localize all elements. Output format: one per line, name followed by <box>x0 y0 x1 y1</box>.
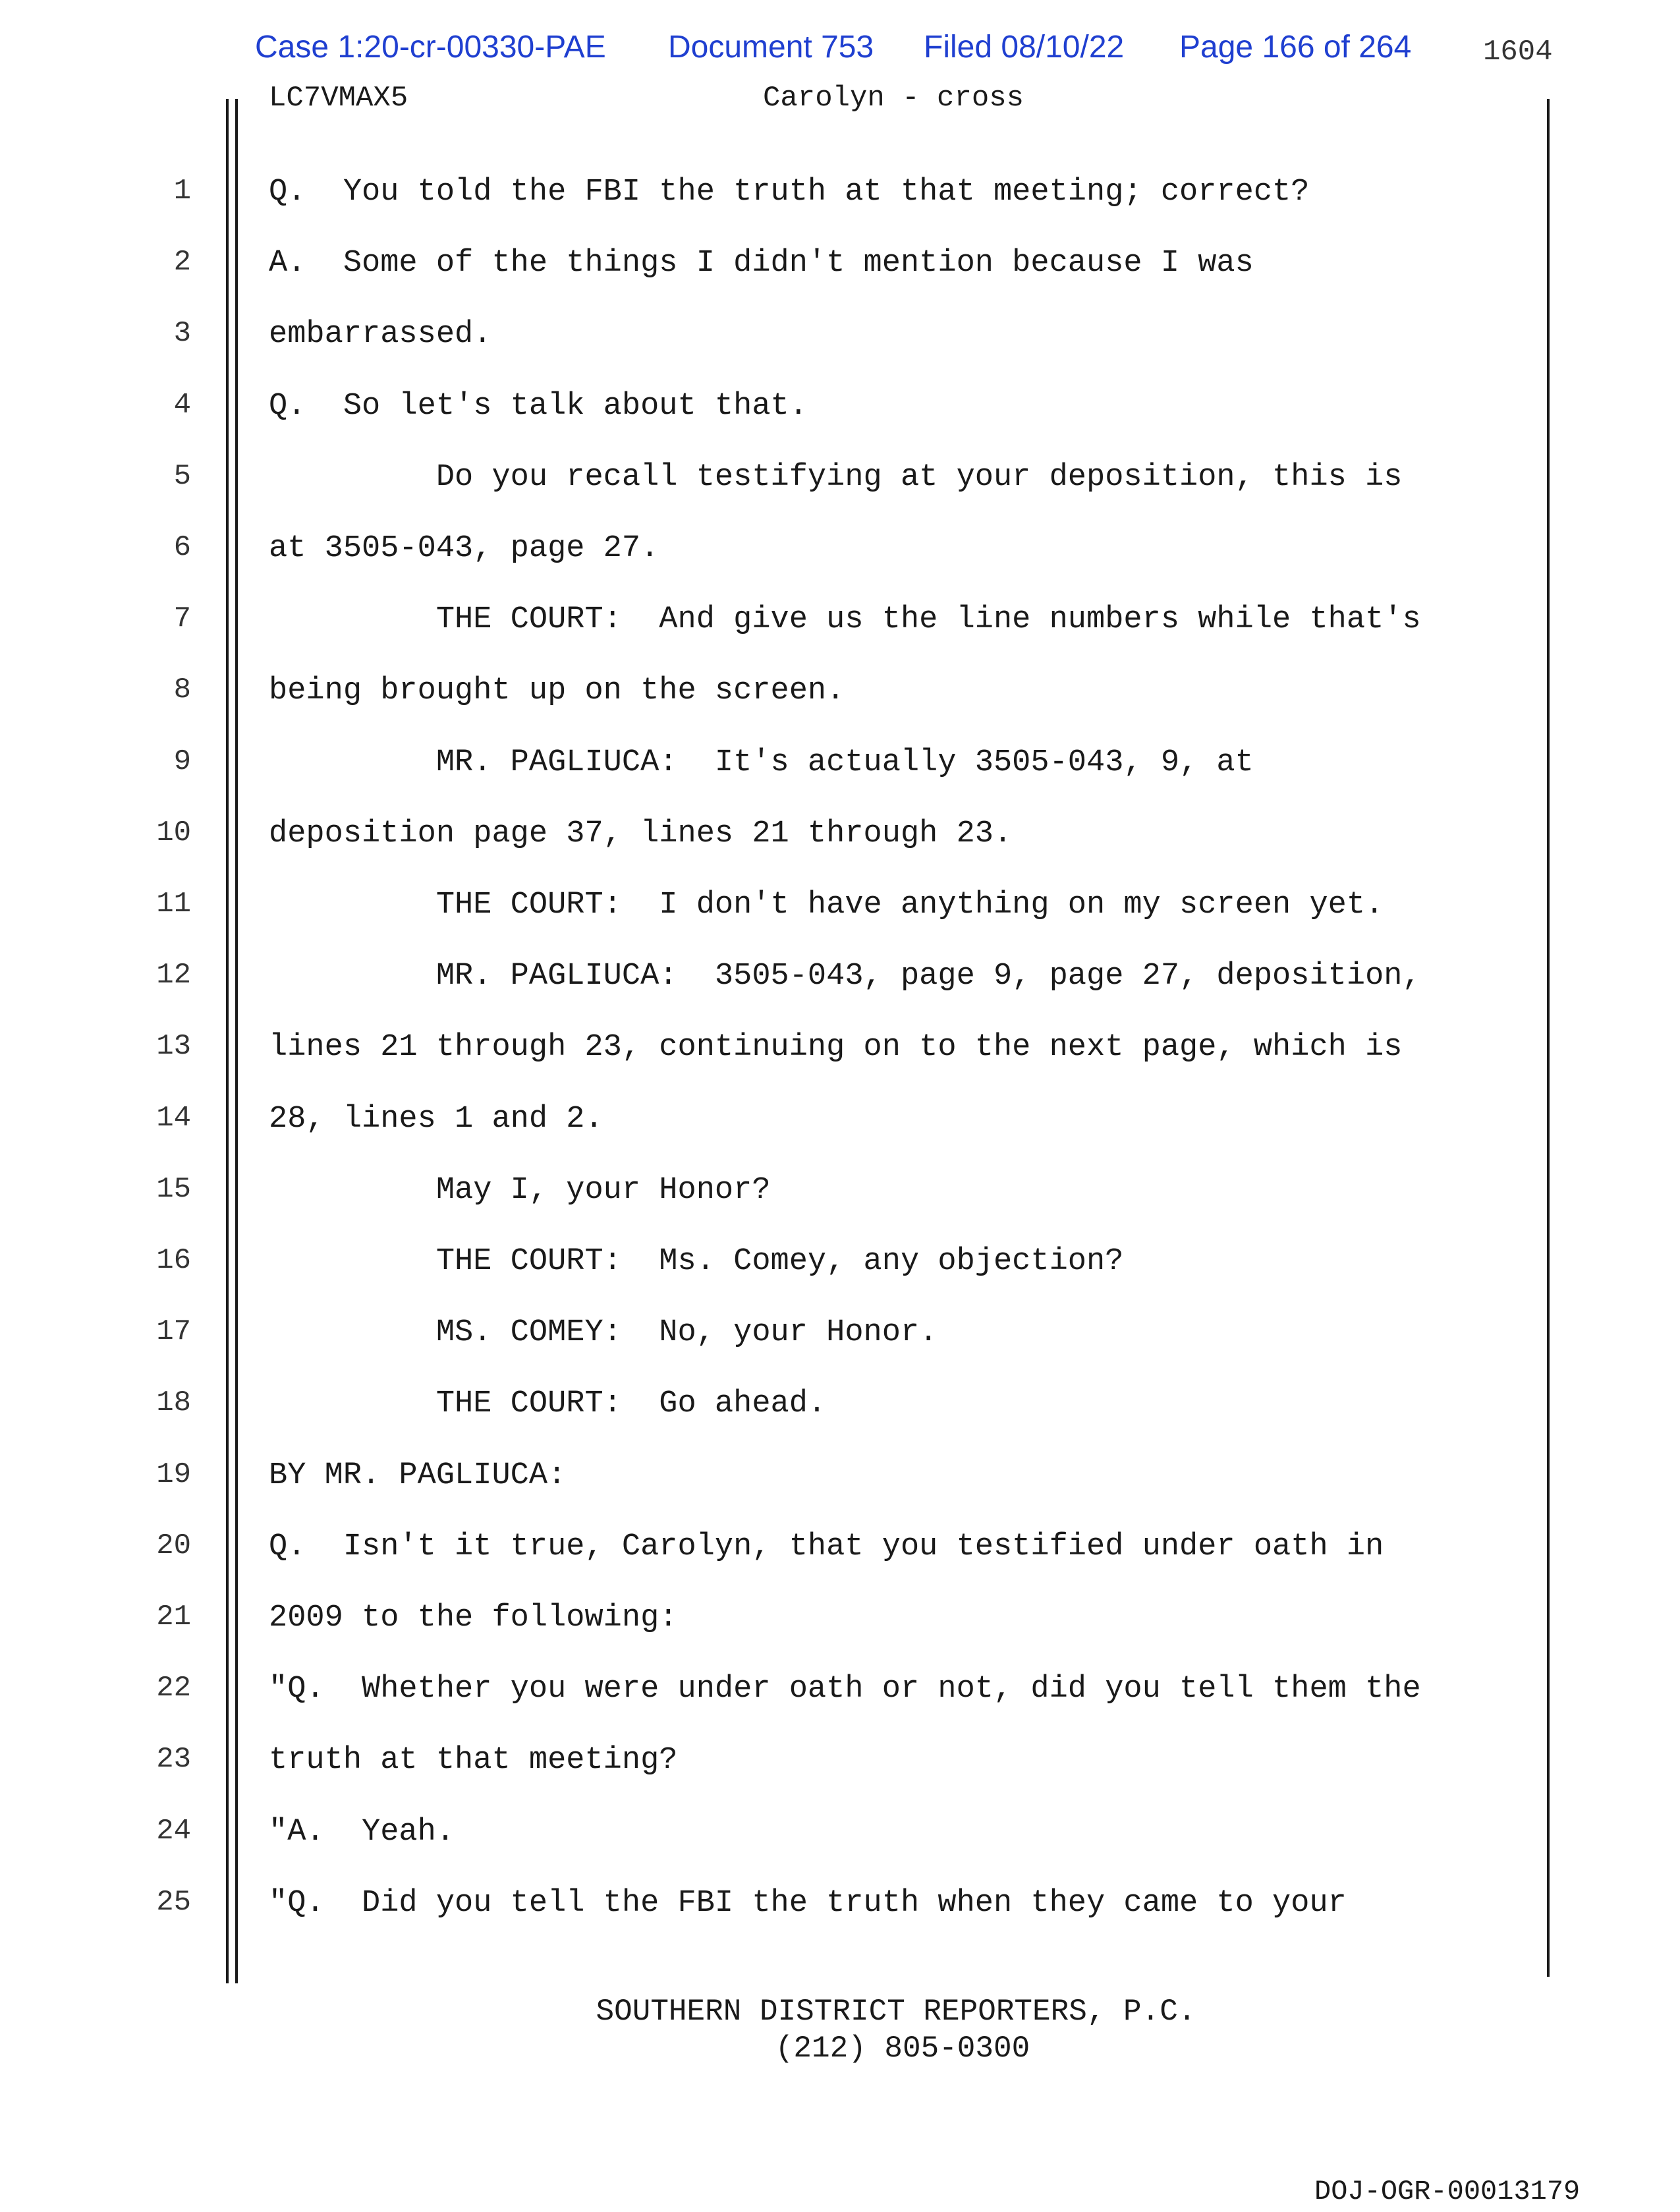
transcript-line <box>0 389 1680 428</box>
transcript-title: Carolyn - cross <box>763 82 1024 115</box>
line-text: "Q. Did you tell the FBI the truth when they came to your <box>269 1885 1347 1921</box>
transcript-line <box>0 1743 1680 1782</box>
line-text: THE COURT: Go ahead. <box>269 1386 827 1422</box>
line-number: 13 <box>156 1030 191 1063</box>
line-text: "Q. Whether you were under oath or not, did you tell them the <box>269 1672 1421 1707</box>
line-number: 15 <box>156 1172 191 1206</box>
line-text: MR. PAGLIUCA: It's actually 3505-043, 9, at <box>269 745 1254 780</box>
line-number: 23 <box>156 1743 191 1776</box>
line-text: 2009 to the following: <box>269 1601 678 1635</box>
line-text: "A. Yeah. <box>269 1814 455 1850</box>
transcript-line <box>0 1030 1680 1069</box>
transcript-line <box>0 460 1680 499</box>
line-number: 14 <box>156 1101 191 1135</box>
line-text: Q. Isn't it true, Carolyn, that you testified under oath in <box>269 1529 1384 1564</box>
reporter-phone: (212) 805-0300 <box>775 2031 1030 2066</box>
line-number: 16 <box>156 1244 191 1277</box>
line-text: THE COURT: I don't have anything on my screen yet. <box>269 888 1384 922</box>
line-text: at 3505-043, page 27. <box>269 531 659 566</box>
line-number: 3 <box>173 317 191 351</box>
transcript-line <box>0 1886 1680 1925</box>
line-number: 18 <box>156 1386 191 1420</box>
transcript-line <box>0 1815 1680 1854</box>
line-text: May I, your Honor? <box>269 1172 771 1208</box>
document-number: Document 753 <box>668 30 874 65</box>
transcript-line <box>0 673 1680 713</box>
line-number: 11 <box>156 888 191 921</box>
transcript-line <box>0 816 1680 856</box>
transcript-page-number: 1604 <box>1483 36 1553 69</box>
line-number: 9 <box>173 745 191 778</box>
transcript-line <box>0 745 1680 785</box>
line-text: THE COURT: And give us the line numbers while that's <box>269 602 1421 638</box>
page-of-total: Page 166 of 264 <box>1179 30 1412 65</box>
line-text: Q. So let's talk about that. <box>269 388 808 424</box>
transcript-line <box>0 317 1680 356</box>
line-text: embarrassed. <box>269 317 492 353</box>
transcript-line <box>0 246 1680 285</box>
line-number: 24 <box>156 1814 191 1848</box>
line-number: 12 <box>156 959 191 992</box>
transcript-line <box>0 602 1680 642</box>
line-text: MS. COMEY: No, your Honor. <box>269 1315 938 1351</box>
transcript-line <box>0 1386 1680 1426</box>
transcript-line <box>0 1601 1680 1640</box>
line-number: 2 <box>173 246 191 279</box>
line-text: MR. PAGLIUCA: 3505-043, page 9, page 27, deposition, <box>269 959 1421 994</box>
line-text: truth at that meeting? <box>269 1743 678 1778</box>
filed-date: Filed 08/10/22 <box>924 30 1125 65</box>
bates-number: DOJ-OGR-00013179 <box>1314 2176 1581 2207</box>
line-text: Q. You told the FBI the truth at that meeting; correct? <box>269 175 1310 210</box>
line-number: 22 <box>156 1672 191 1705</box>
line-number: 5 <box>173 459 191 493</box>
line-text: A. Some of the things I didn't mention because I was <box>269 246 1254 281</box>
transcript-line <box>0 1529 1680 1569</box>
line-text: deposition page 37, lines 21 through 23. <box>269 816 1013 851</box>
transcript-line <box>0 888 1680 927</box>
transcript-line <box>0 1315 1680 1355</box>
transcript-line <box>0 1244 1680 1284</box>
line-number: 7 <box>173 602 191 636</box>
line-number: 6 <box>173 531 191 564</box>
line-text: being brought up on the screen. <box>269 673 845 709</box>
line-text: BY MR. PAGLIUCA: <box>269 1458 567 1493</box>
line-number: 20 <box>156 1529 191 1562</box>
line-text: Do you recall testifying at your deposition, this is <box>269 459 1403 495</box>
transcript-line <box>0 1173 1680 1212</box>
line-number: 17 <box>156 1315 191 1349</box>
line-number: 21 <box>156 1601 191 1633</box>
line-text: 28, lines 1 and 2. <box>269 1101 603 1137</box>
case-number: Case 1:20-cr-00330-PAE <box>255 30 606 65</box>
transcript-line <box>0 175 1680 214</box>
line-number: 1 <box>173 175 191 208</box>
line-number: 8 <box>173 673 191 707</box>
transcript-line <box>0 531 1680 571</box>
line-text: THE COURT: Ms. Comey, any objection? <box>269 1244 1124 1279</box>
line-text: lines 21 through 23, continuing on to the next page, which is <box>269 1030 1403 1065</box>
transcript-line <box>0 959 1680 998</box>
line-number: 10 <box>156 816 191 849</box>
transcript-line <box>0 1672 1680 1711</box>
line-number: 4 <box>173 388 191 422</box>
reporter-name: SOUTHERN DISTRICT REPORTERS, P.C. <box>596 1995 1196 2029</box>
line-number: 19 <box>156 1458 191 1491</box>
line-number: 25 <box>156 1885 191 1919</box>
transcript-line <box>0 1458 1680 1498</box>
transcript-line <box>0 1102 1680 1141</box>
transcript-code: LC7VMAX5 <box>269 82 408 115</box>
